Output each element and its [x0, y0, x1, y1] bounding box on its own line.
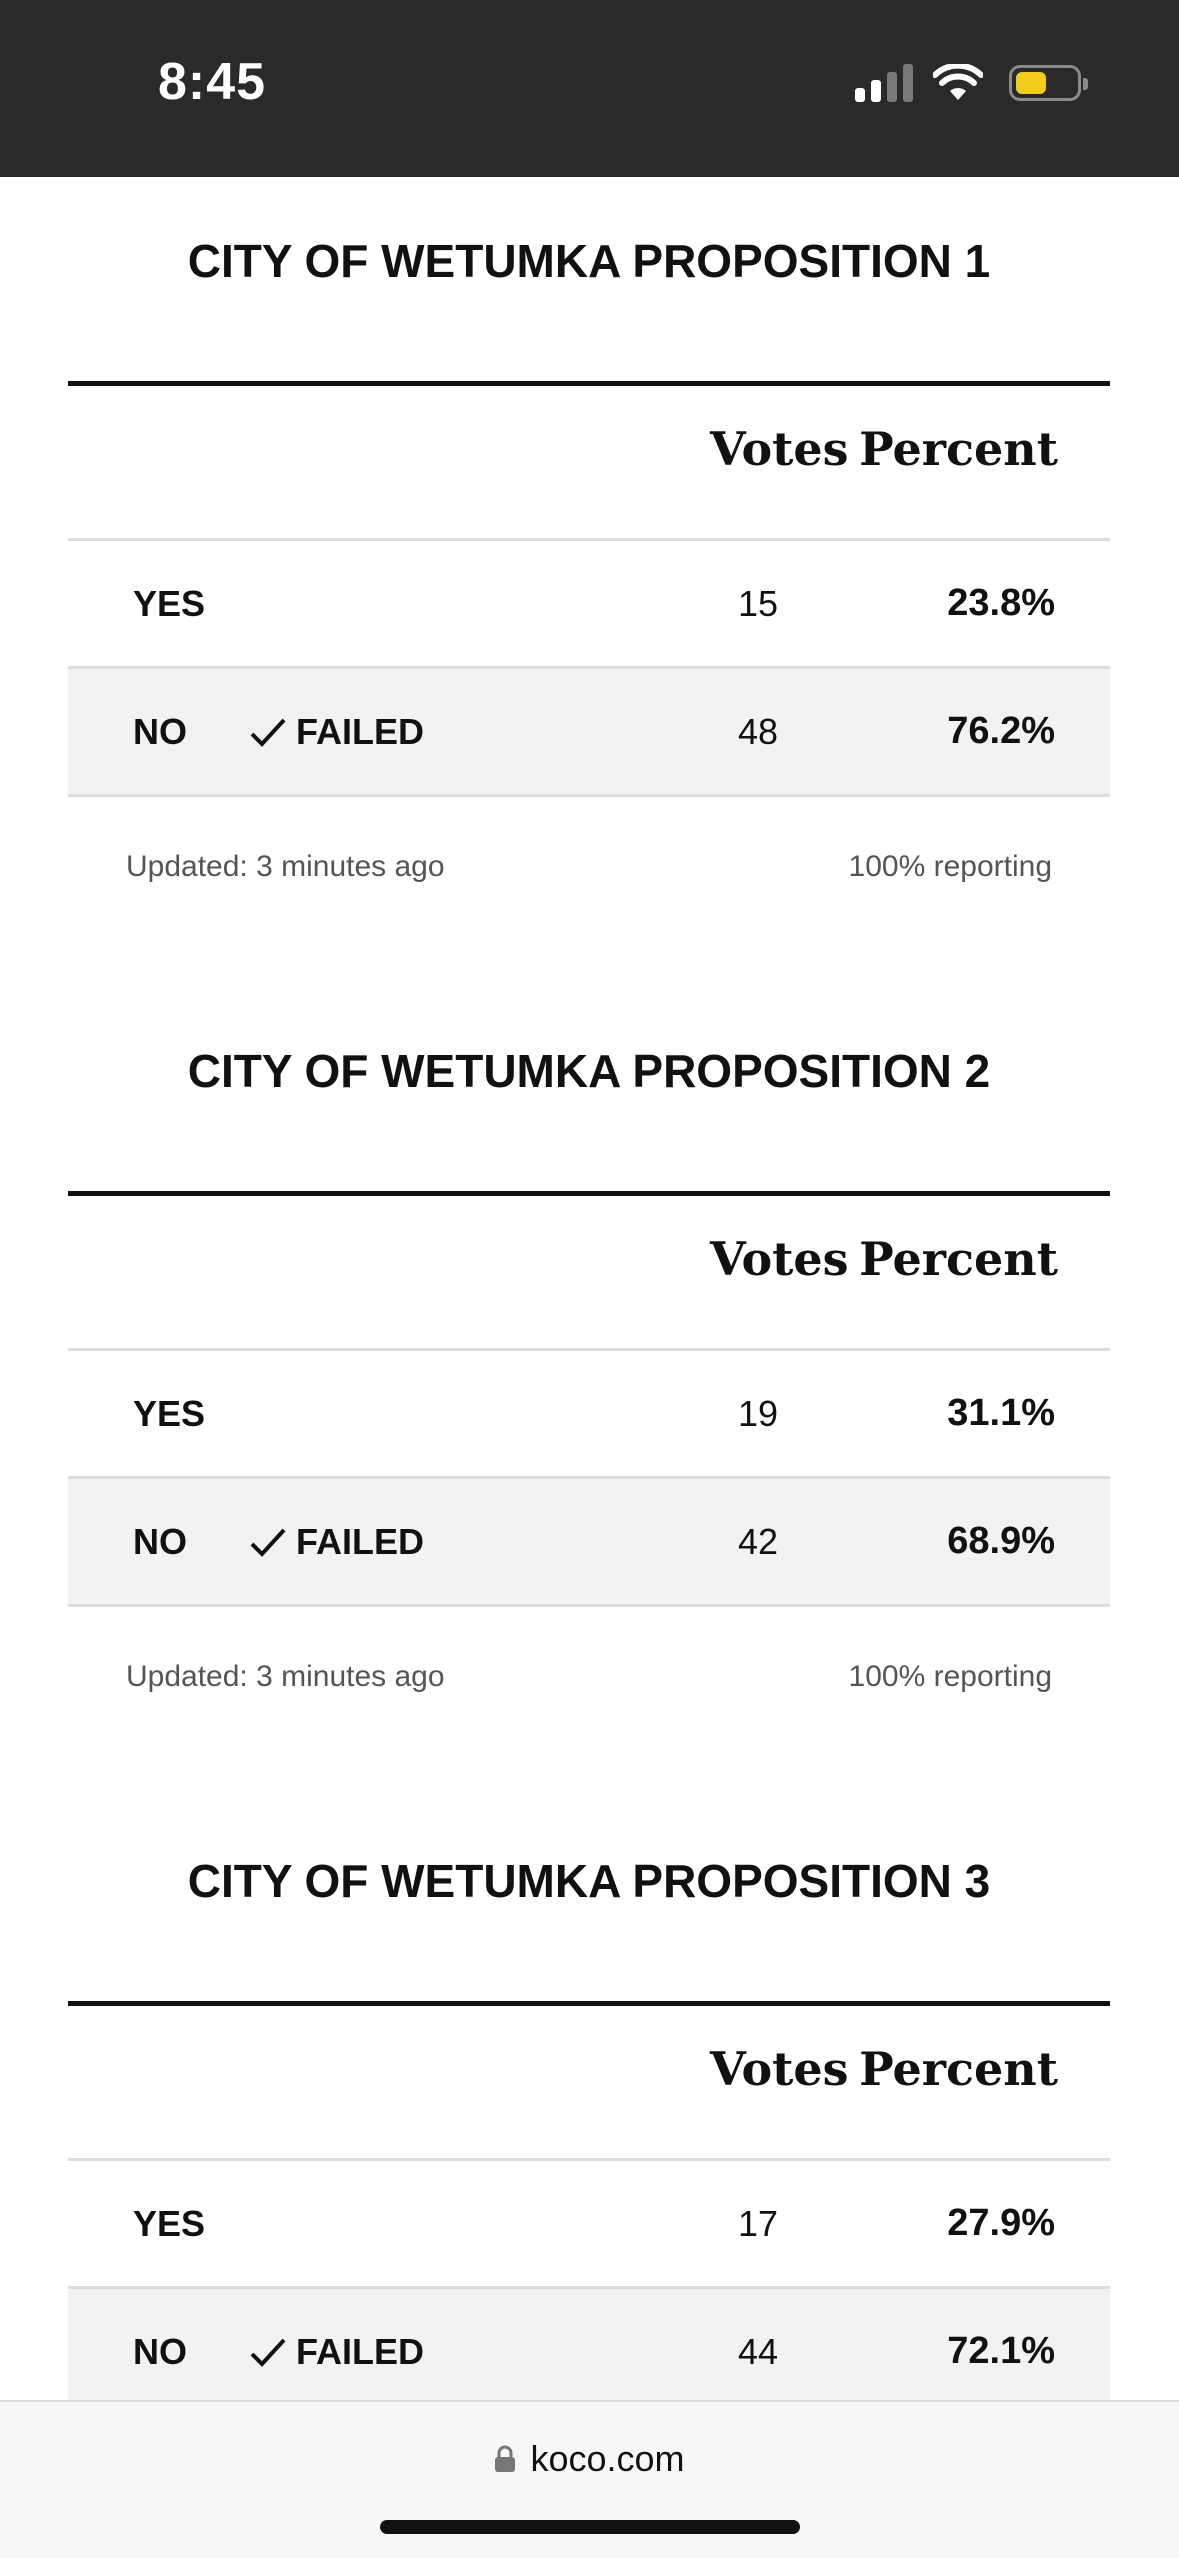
cellular-signal-icon [855, 64, 913, 102]
table-header [68, 386, 1110, 541]
vote-percent: 23.8% [947, 582, 1055, 624]
url-display[interactable] [0, 2438, 1179, 2480]
reporting-status: 100% reporting [848, 850, 1052, 883]
choice-label: NO [133, 2331, 187, 2372]
table-header [68, 1196, 1110, 1351]
votes-column-header: Votes [710, 1232, 849, 1286]
vote-percent: 27.9% [947, 2202, 1055, 2244]
percent-column-header: Percent [859, 1232, 1058, 1286]
table-row: NO FAILED 42 68.9% [68, 1479, 1110, 1607]
votes-column-header: Votes [710, 422, 849, 476]
vote-percent: 76.2% [947, 710, 1055, 752]
choice-label: YES [133, 1393, 206, 1434]
race-title: CITY OF WETUMKA PROPOSITION 2 [187, 1045, 991, 1097]
race-title: CITY OF WETUMKA PROPOSITION 3 [187, 1855, 991, 1907]
percent-column-header: Percent [859, 2042, 1058, 2096]
status-time: 8:45 [158, 53, 267, 111]
url-text: koco.com [530, 2438, 685, 2479]
updated-time: Updated: 3 minutes ago [126, 850, 445, 883]
result-status [248, 1479, 424, 1604]
vote-percent: 31.1% [947, 1392, 1055, 1434]
result-status [248, 2289, 424, 2414]
home-indicator[interactable] [380, 2520, 800, 2534]
updated-time: Updated: 3 minutes ago [126, 1660, 445, 1693]
wifi-icon [933, 64, 983, 102]
battery-icon [1009, 65, 1081, 101]
status-bar [0, 0, 1179, 177]
result-status [248, 669, 424, 794]
status-text: FAILED [296, 2331, 425, 2372]
browser-address-bar[interactable] [0, 2400, 1179, 2558]
choice-label: NO [133, 1521, 187, 1562]
lock-icon [494, 2445, 516, 2473]
reporting-status: 100% reporting [848, 1660, 1052, 1693]
table-row: YES 15 23.8% [68, 541, 1110, 669]
votes-column-header: Votes [710, 2042, 849, 2096]
choice-label: NO [133, 711, 187, 752]
status-text: FAILED [296, 1521, 425, 1562]
table-row: NO FAILED 44 72.1% [68, 2289, 1110, 2417]
table-row: YES 19 31.1% [68, 1351, 1110, 1479]
choice-label: YES [133, 2203, 206, 2244]
vote-percent: 68.9% [947, 1520, 1055, 1562]
status-icons [855, 64, 1081, 102]
vote-percent: 72.1% [947, 2330, 1055, 2372]
checkmark-icon [248, 1522, 288, 1562]
checkmark-icon [248, 712, 288, 752]
percent-column-header: Percent [859, 422, 1058, 476]
status-text: FAILED [296, 711, 425, 752]
checkmark-icon [248, 2332, 288, 2372]
race-title: CITY OF WETUMKA PROPOSITION 1 [187, 235, 991, 287]
table-row: YES 17 27.9% [68, 2161, 1110, 2289]
table-row: NO FAILED 48 76.2% [68, 669, 1110, 797]
table-header [68, 2006, 1110, 2161]
choice-label: YES [133, 583, 206, 624]
